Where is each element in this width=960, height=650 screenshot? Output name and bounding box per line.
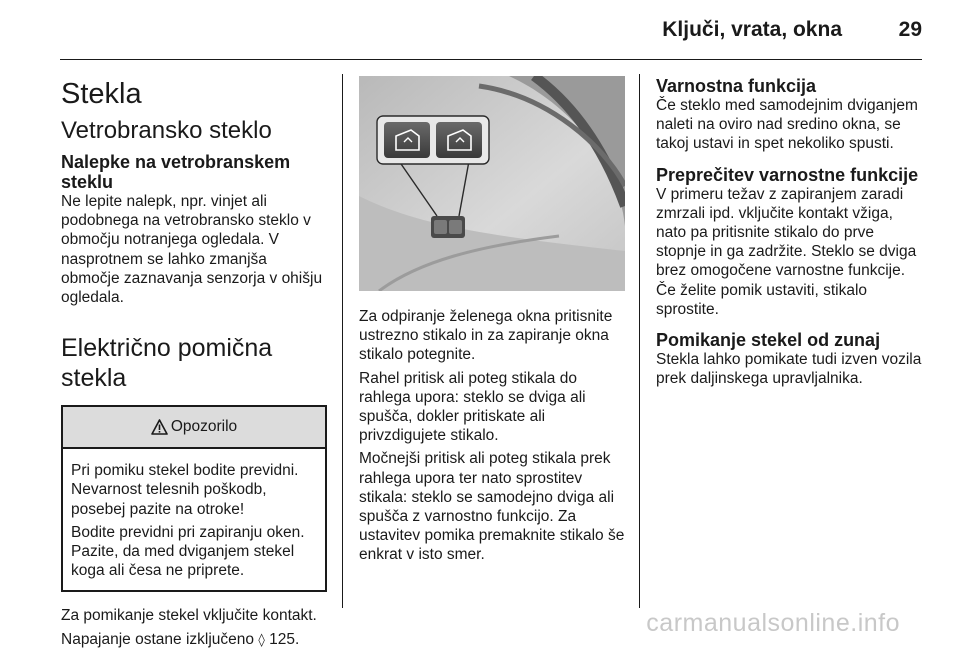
column-divider-2	[639, 74, 640, 608]
page-number: 29	[898, 18, 922, 41]
subsection-title-power-windows: Električno pomična stekla	[61, 334, 273, 393]
page-reference-arrow-icon: ◊	[258, 632, 265, 648]
window-switch-illustration	[359, 76, 625, 291]
header-divider	[60, 59, 922, 60]
heading-windscreen-stickers: Nalepke na vetrobranskem steklu	[61, 152, 291, 192]
paragraph-power-supply	[61, 630, 327, 650]
column-left	[61, 70, 327, 650]
heading-remote-operation: Pomikanje stekel od zunaj	[656, 330, 881, 351]
paragraph-open-close: Za odpiranje želenega okna pritisnite ustrezno stikalo in za zapiranje okna stikalo potegnite.	[359, 308, 613, 364]
warning-header	[63, 407, 325, 449]
column-right	[656, 70, 926, 388]
paragraph-remote-operation: Stekla lahko pomikate tudi izven vozila prek daljinskega upravljalnika.	[656, 351, 922, 388]
warning-triangle-icon	[151, 419, 168, 435]
warning-box	[61, 405, 327, 592]
paragraph-strong-press: Močnejši pritisk ali poteg stikala prek rahlega upora ter nato sprostitev stikala: steklo se samodejno dviga ali spušča z varnostno funkcijo. Za ustavitev pomika premaknite stikalo še enkrat v isto smer.	[359, 450, 625, 564]
warning-paragraph-2: Bodite previdni pri zapiranju oken. Pazite, da med dviganjem stekel koga ali česa ne priprete.	[71, 523, 305, 580]
power-supply-text: Napajanje ostane izključeno	[61, 630, 255, 648]
heading-safety-function: Varnostna funkcija	[656, 76, 817, 96]
column-middle	[359, 70, 625, 565]
window-switch-photo	[359, 76, 625, 291]
heading-override-safety: Preprečitev varnostne funkcije	[656, 164, 919, 185]
paragraph-override-safety: V primeru težav z zapiranjem zaradi zmrzali ipd. vključite kontakt vžiga, nato pa pritisnite stikalo do prve stopnje in ga zadržite. Steklo se dviga brez omogočene varnostne funkcije. Če želite pomik ustaviti, stikalo sprostite.	[656, 185, 917, 318]
subsection-title-windscreen: Vetrobransko steklo	[61, 117, 272, 144]
warning-paragraph-1: Pri pomiku stekel bodite previdni. Nevarnost telesnih poškodb, posebej pazite na otroke!	[71, 462, 299, 518]
section-title: Stekla	[61, 78, 142, 110]
column-divider-1	[342, 74, 343, 608]
paragraph-stickers: Ne lepite nalepk, npr. vinjet ali podobnega na vetrobransko steklo v območju notranjega ogledala. V nasprotnem se lahko zmanjša območje zaznavanja senzorja v ohišju ogledala.	[61, 193, 323, 307]
chapter-title: Ključi, vrata, okna	[662, 18, 842, 41]
warning-title: Opozorilo	[170, 418, 238, 436]
paragraph-ignition: Za pomikanje stekel vključite kontakt.	[61, 607, 317, 625]
paragraph-light-press: Rahel pritisk ali poteg stikala do rahlega upora: steklo se dviga ali spušča, dokler pritiskate ali privzdigujete stikalo.	[359, 369, 586, 445]
warning-body	[63, 449, 325, 590]
page-reference-link[interactable]: 125.	[269, 630, 300, 648]
watermark: carmanualsonline.info	[646, 609, 900, 637]
paragraph-safety-function: Če steklo med samodejnim dviganjem naleti na oviro nad sredino okna, se takoj ustavi in spet nekoliko spusti.	[656, 97, 918, 153]
